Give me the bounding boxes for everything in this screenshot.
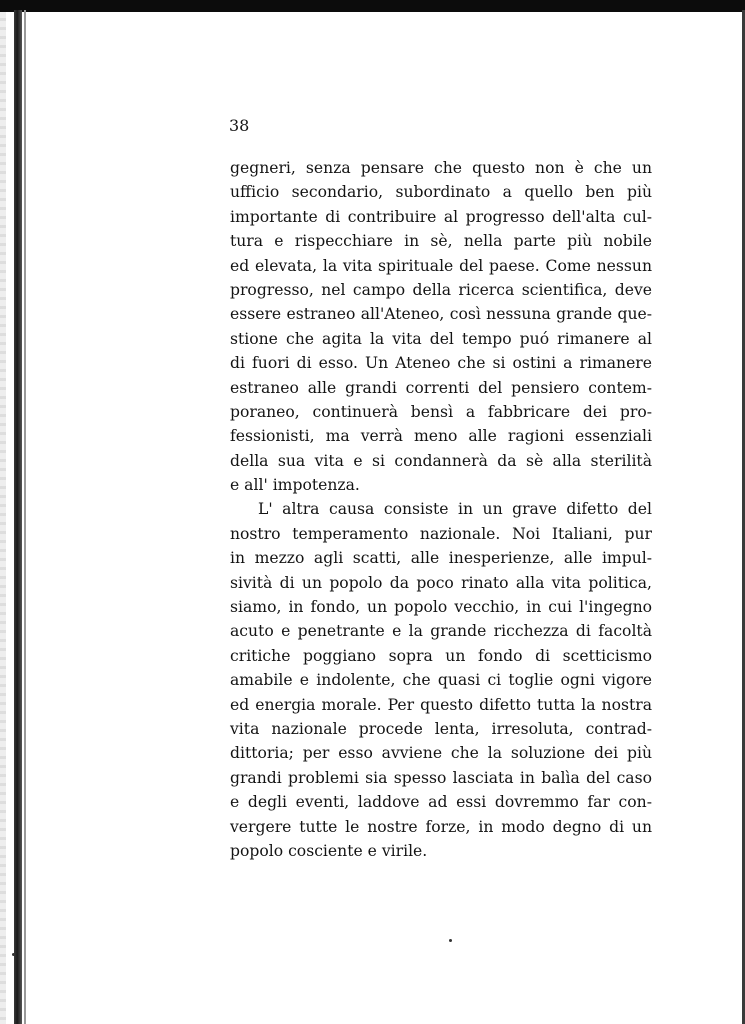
page-number: 38 — [229, 116, 250, 135]
text-line: di fuori di esso. Un Ateneo che si ostini a rimanere — [230, 354, 652, 373]
text-line: della sua vita e si condannerà da sè alla sterilità — [230, 451, 652, 470]
paragraph-end-line: e all' impotenza. — [230, 476, 360, 495]
text-line: ed elevata, la vita spirituale del paese. Come nessun — [230, 256, 652, 275]
text-line: ed energia morale. Per questo difetto tutta la nostra — [230, 695, 652, 714]
text-line: amabile e indolente, che quasi ci toglie ogni vigore — [230, 671, 652, 690]
text-line: stione che agita la vita del tempo puó rimanere al — [230, 329, 652, 348]
text-line: ufficio secondario, subordinato a quello ben più — [230, 183, 652, 202]
text-line: in mezzo agli scatti, alle inesperienze, alle impul- — [230, 549, 652, 568]
text-line: gegneri, senza pensare che questo non è che un — [230, 159, 652, 177]
scan-speck — [12, 953, 15, 956]
scan-top-edge — [0, 0, 745, 12]
text-line: fessionisti, ma verrà meno alle ragioni essenziali — [230, 427, 652, 446]
scan-binding-edge — [24, 10, 26, 1024]
text-line: nostro temperamento nazionale. Noi Italiani, pur — [230, 524, 652, 543]
text-line: acuto e penetrante e la grande ricchezza di facoltà — [230, 622, 652, 641]
text-line: poraneo, continuerà bensì a fabbricare dei pro- — [230, 402, 652, 421]
text-line: sività di un popolo da poco rinato alla vita politica, — [230, 573, 652, 592]
paragraph-start-line: L' altra causa consiste in un grave difetto del — [258, 500, 652, 519]
text-line: e degli eventi, laddove ad essi dovremmo far con- — [230, 793, 652, 812]
scan-speck — [449, 939, 452, 942]
text-line: estraneo alle grandi correnti del pensiero contem- — [230, 378, 652, 397]
scan-binding-shadow — [14, 10, 22, 1024]
text-line: grandi problemi sia spesso lasciata in balìa del caso — [230, 768, 652, 787]
body-text — [230, 156, 652, 863]
paragraph-end-line: popolo cosciente e virile. — [230, 841, 428, 860]
text-line: dittoria; per esso avviene che la soluzione dei più — [230, 744, 652, 763]
text-line: importante di contribuire al progresso dell'alta cul- — [230, 207, 652, 226]
scan-binding-texture — [0, 12, 6, 1024]
text-line: siamo, in fondo, un popolo vecchio, in cui l'ingegno — [230, 598, 652, 617]
text-line: critiche poggiano sopra un fondo di scetticismo — [230, 646, 652, 665]
text-line: tura e rispecchiare in sè, nella parte più nobile — [230, 232, 652, 251]
text-line: essere estraneo all'Ateneo, così nessuna grande que- — [230, 305, 652, 324]
text-line: vita nazionale procede lenta, irresoluta, contrad- — [230, 719, 652, 738]
text-line: progresso, nel campo della ricerca scientifica, deve — [230, 280, 652, 299]
text-line: vergere tutte le nostre forze, in modo degno di un — [230, 817, 652, 836]
